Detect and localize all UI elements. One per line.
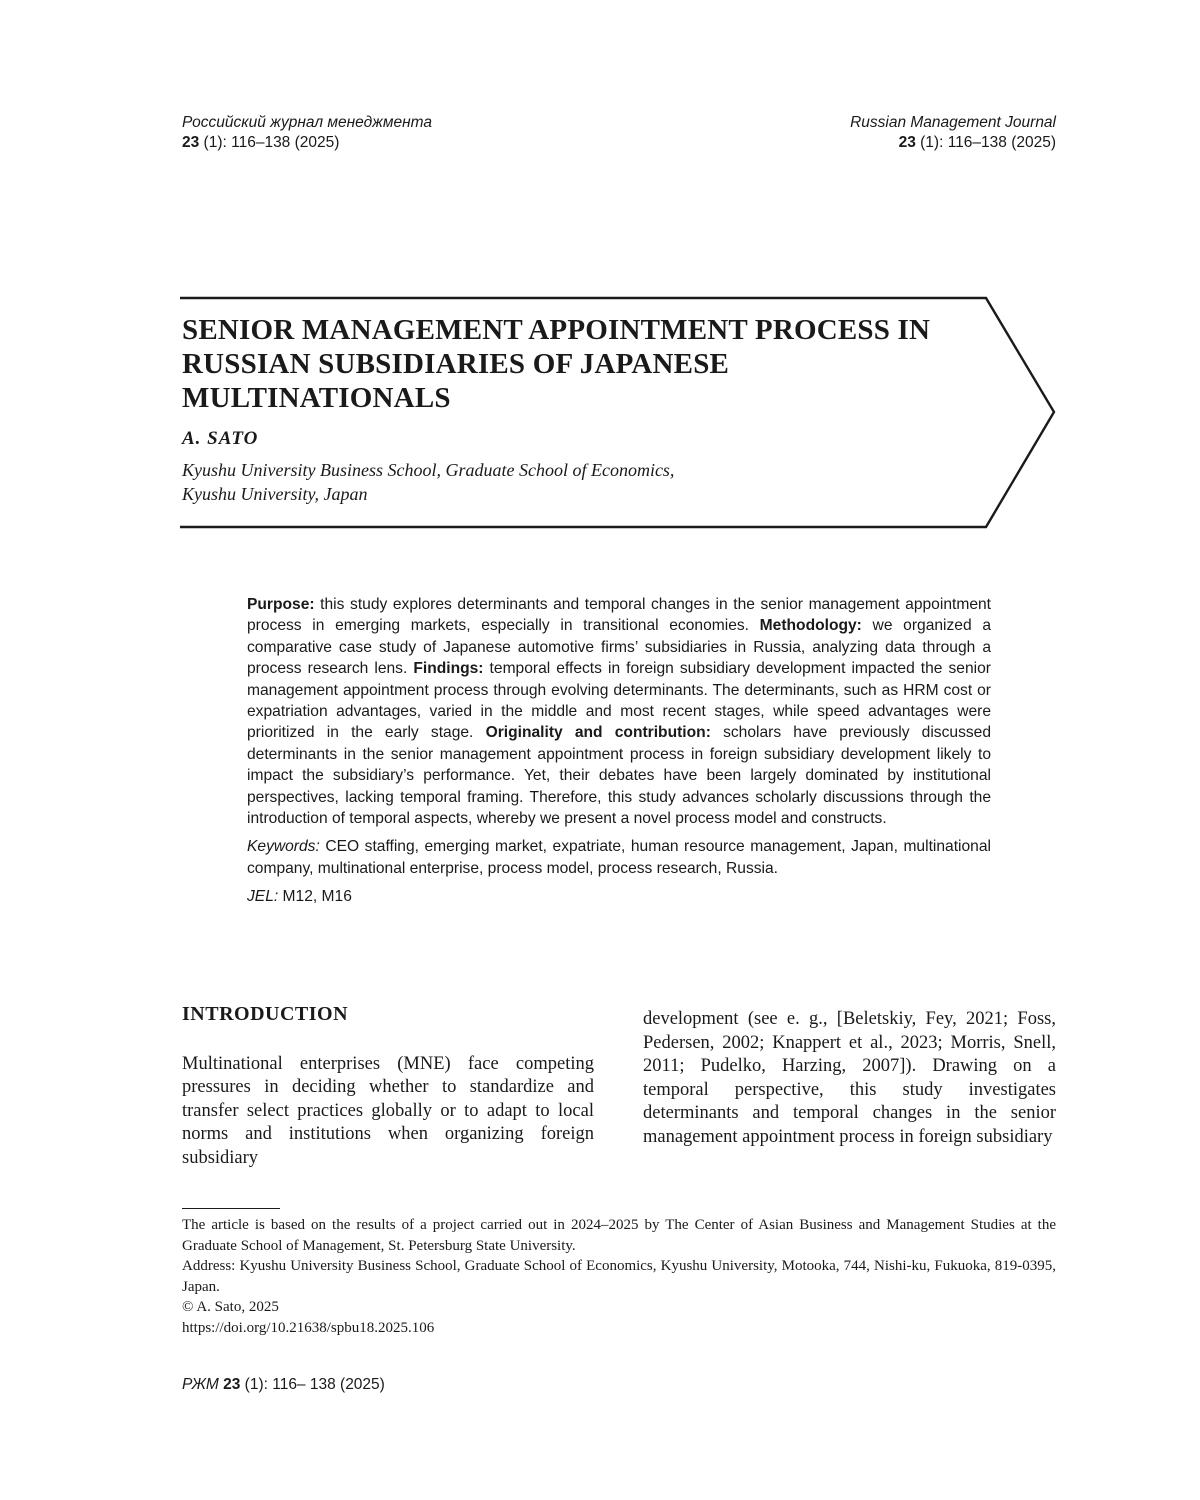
affiliation-line-1: Kyushu University Business School, Graduate School of Economics, (182, 460, 675, 480)
issue-pages: (1): 116– 138 (2025) (240, 1376, 385, 1393)
keywords-label: Keywords: (247, 838, 320, 856)
copyright: © A. Sato, 2025 (182, 1299, 279, 1315)
volume-number: 23 (223, 1376, 241, 1393)
jel-text: M12, M16 (278, 888, 352, 906)
keywords-text: CEO staffing, emerging market, expatriate, human resource management, Japan, multinational company, multinational enterprise, process model, process research, Russia. (247, 838, 991, 877)
issue-pages: (1): 116–138 (2025) (915, 134, 1056, 151)
volume-number: 23 (898, 134, 916, 151)
volume-number: 23 (182, 134, 200, 151)
jel-codes (247, 886, 991, 907)
page-footer (182, 1376, 385, 1394)
findings-text: temporal effects in foreign subsidiary development impacted the senior management appointment process through evolving determinants. The determinants, such as HRM cost or expatriation advantages, varied in the middle and most recent stages, while speed advantages were prioritized in the early stage. (247, 660, 991, 742)
jel-label: JEL: (247, 888, 279, 906)
purpose-label: Purpose: (247, 596, 315, 613)
journal-name-en: Russian Management Journal (850, 114, 1056, 131)
doi-link[interactable]: https://doi.org/10.21638/spbu18.2025.106 (182, 1319, 435, 1336)
methodology-text: we organized a comparative case study of Japanese automotive firms’ subsidiaries in Russia, analyzing data through a process research lens. (247, 617, 991, 678)
journal-abbreviation: РЖМ (182, 1376, 219, 1393)
running-header-right (850, 113, 1056, 153)
body-column-left (182, 1003, 594, 1171)
keywords (247, 836, 991, 879)
funding-note: The article is based on the results of a project carried out in 2024–2025 by The Center of Asian Business and Management Studies at the Graduate School of Management, St. Petersburg State University. (182, 1217, 1056, 1254)
abstract (247, 594, 991, 908)
issue-pages: (1): 116–138 (2025) (199, 134, 340, 151)
running-header-left (182, 113, 432, 153)
author-affiliation (182, 458, 882, 506)
author-address: Address: Kyushu University Business School, Graduate School of Economics, Kyushu University, Motooka, 744, Nishi-ku, Fukuoka, 819-0395, Japan. (182, 1258, 1056, 1295)
paragraph: development (see e. g., [Beletskiy, Fey, 2021; Foss, Pedersen, 2002; Knappert et al., 2023; Morris, Snell, 2011; Pudelko, Harzing, 2007]). Drawing on a temporal perspective, this study investigates determinants and temporal changes in the senior management appointment process in foreign subsidiary (643, 1009, 1056, 1147)
journal-name-ru: Российский журнал менеджмента (182, 114, 432, 131)
originality-text: scholars have previously discussed determinants in the senior management appointment process in foreign subsidiary development likely to impact the subsidiary’s performance. Yet, their debates have been largely dominated by institutional perspectives, lacking temporal framing. Therefore, this study advances scholarly discussions through the introduction of temporal aspects, whereby we present a novel process model and constructs. (247, 724, 992, 828)
section-heading: INTRODUCTION (182, 1003, 349, 1025)
findings-label: Findings: (413, 660, 484, 678)
issue-info-right (850, 133, 1056, 153)
footnotes (182, 1215, 1056, 1338)
paragraph: Multinational enterprises (MNE) face competing pressures in deciding whether to standardize and transfer select practices globally or to adapt to local norms and institutions when organizing foreign subsidiary (182, 1053, 594, 1168)
issue-info-left (182, 133, 432, 153)
article-title: SENIOR MANAGEMENT APPOINTMENT PROCESS IN RUSSIAN SUBSIDIARIES OF JAPANESE MULTINATIONALS (182, 314, 931, 414)
abstract-body (247, 594, 991, 829)
body-column-right (643, 1008, 1056, 1150)
affiliation-line-2: Kyushu University, Japan (182, 484, 368, 504)
purpose-text: this study explores determinants and temporal changes in the senior management appointment process in emerging markets, especially in transitional economies. (247, 596, 991, 635)
originality-label: Originality and contribution: (485, 724, 711, 742)
author-name: A. SATO (182, 428, 259, 449)
footnote-divider (182, 1208, 280, 1209)
methodology-label: Methodology: (759, 617, 862, 635)
